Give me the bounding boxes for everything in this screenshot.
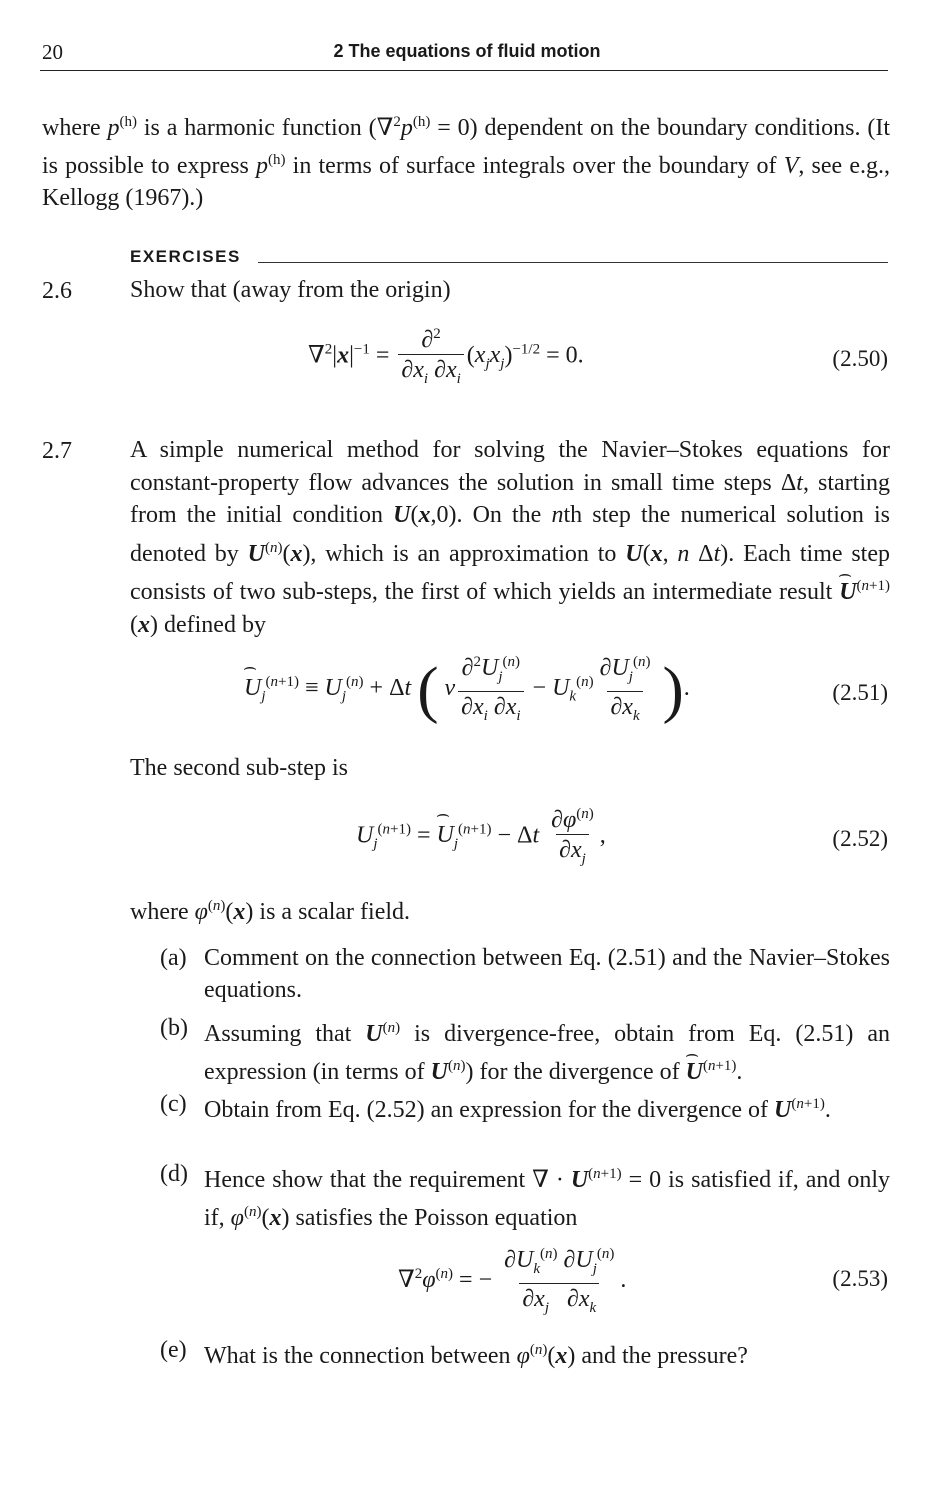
item-a-text: Comment on the connection between Eq. (2.51) and the Navier–Stokes equations. [204,945,890,1003]
equation-2-52: $U_j^{(n+1)}$ = ⌢ $U_j^{(n+1)} - \Delta t$ $\frac{\partial\varphi^{(n)}}{\partial x_j}$ , [356,800,606,874]
item-c-text: Obtain from Eq. (2.52) an expression for the divergence of $U^{(n+1)}$. [204,1096,831,1123]
item-e-text: What is the connection between $\varphi^{(n)}(x)$ and the pressure? [204,1342,748,1369]
exercise-2-6-number: 2.6 [42,278,72,304]
where-phi-text: where $\varphi^{(n)}(x)$ is a scalar field. [130,898,411,925]
exercises-heading: EXERCISES [130,247,241,266]
item-b-label: (b) [160,1015,188,1041]
exercise-2-6-statement: Show that (away from the origin) [130,277,451,303]
exercise-2-7-number: 2.7 [42,438,72,464]
header-rule [40,70,888,71]
exercise-2-7-paragraph: A simple numerical method for solving the Navier–Stokes equations for constant-property flow advances the solution in small time steps Δt, starting from the initial condition U(x,0). On the nth step the numerical solution is denoted by $U^{(n)}(x)$, which is an approximation to U(x, n Δt). Each time step consists of two sub-steps, the first of which yields an intermediate result ⌢ $U^{(n+1)}(x)$ defined by [130,434,890,641]
running-header: 2 The equations of fluid motion [333,41,601,61]
equation-2-51: ⌢ $U_j^{(n+1)} \equiv U_j^{(n)} + \Delta t$ ( ν $\frac{\partial^2U_j^{(n)}}{\partial x_i \partial x_i}$ − $U_k^{(n)}$ $\frac{\partial U_j^{(n)}}{\partial x_k}$ ). [244,648,690,731]
equation-2-53-number: (2.53) [832,1266,888,1291]
item-a [160,942,890,1006]
item-e-label: (e) [160,1337,187,1363]
equation-2-50: $\nabla^2|x|^{-1}$ = $\frac{\partial^2}{\partial x_i \partial x_i}$ $(x_jx_j)^{-1/2} = 0$. [308,320,584,394]
equation-2-52-number: (2.52) [832,826,888,851]
item-b [160,1012,890,1088]
equation-2-53: $\nabla^2\varphi^{(n)}$ = − $\frac{\partial U_k^{(n)} \partial U_j^{(n)}}{\partial x_j \partial x_k}$ . [398,1240,626,1323]
item-b-text: Assuming that $U^{(n)}$ is divergence-free, obtain from Eq. (2.51) an expression (in terms of $U^{(n)}$) for the divergence of ⌢ $U^{(n+1)}$. [204,1012,890,1088]
equation-2-50-number: (2.50) [832,346,888,371]
item-a-label: (a) [160,945,187,971]
second-substep-text: The second sub-step is [130,755,348,781]
item-e [160,1334,890,1372]
intro-paragraph: where $p^{(h)}$ is a harmonic function $(\nabla^2p^{(h)} = 0)$ dependent on the boundary conditions. (It is possible to express $p^{(h)}$ in terms of surface integrals over the boundary of V, see e.g., Kellogg (1967).) [42,114,891,211]
item-d-label: (d) [160,1161,188,1187]
item-c [160,1088,890,1126]
item-d-text: Hence show that the requirement ∇ · $U^{(n+1)} = 0$ is satisfied if, and only if, $\varphi^{(n)}(x)$ satisfies the Poisson equation [204,1166,890,1231]
page-number: 20 [42,40,63,64]
item-c-label: (c) [160,1091,187,1117]
item-d [160,1158,890,1234]
exercises-rule [258,262,888,263]
equation-2-51-number: (2.51) [832,680,888,705]
